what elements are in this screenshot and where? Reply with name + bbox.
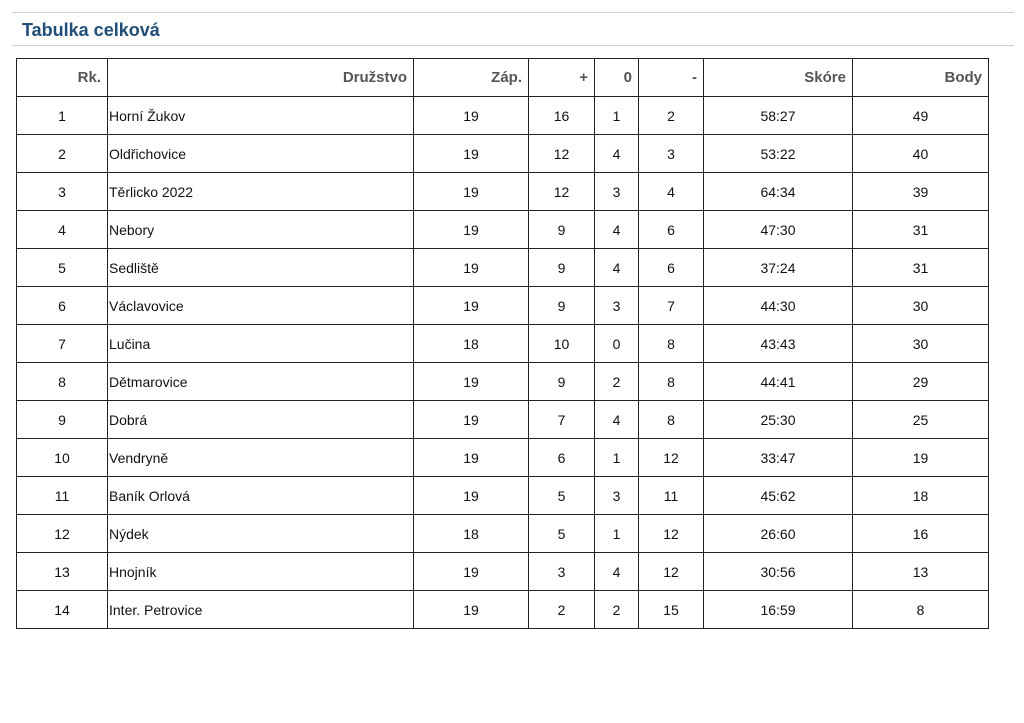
- cell-score: 44:30: [704, 287, 853, 325]
- cell-losses: 2: [639, 97, 704, 135]
- cell-rank: 12: [17, 515, 108, 553]
- table-row: [17, 211, 989, 249]
- cell-losses: 6: [639, 211, 704, 249]
- cell-wins: 12: [529, 173, 595, 211]
- header-played: Záp.: [414, 59, 529, 97]
- cell-draws: 4: [595, 211, 639, 249]
- cell-points: 30: [853, 325, 989, 363]
- cell-points: 31: [853, 249, 989, 287]
- standings-body: [17, 97, 989, 629]
- cell-rank: 10: [17, 439, 108, 477]
- table-row: [17, 363, 989, 401]
- table-row: [17, 591, 989, 629]
- cell-losses: 15: [639, 591, 704, 629]
- cell-score: 25:30: [704, 401, 853, 439]
- cell-score: 58:27: [704, 97, 853, 135]
- cell-losses: 8: [639, 401, 704, 439]
- cell-draws: 0: [595, 325, 639, 363]
- cell-points: 29: [853, 363, 989, 401]
- cell-draws: 3: [595, 287, 639, 325]
- cell-score: 16:59: [704, 591, 853, 629]
- header-points: Body: [853, 59, 989, 97]
- cell-score: 37:24: [704, 249, 853, 287]
- cell-losses: 8: [639, 363, 704, 401]
- cell-played: 19: [414, 591, 529, 629]
- cell-losses: 11: [639, 477, 704, 515]
- cell-played: 19: [414, 287, 529, 325]
- cell-points: 39: [853, 173, 989, 211]
- cell-score: 64:34: [704, 173, 853, 211]
- cell-wins: 5: [529, 515, 595, 553]
- header-losses: -: [639, 59, 704, 97]
- cell-played: 19: [414, 135, 529, 173]
- cell-rank: 11: [17, 477, 108, 515]
- cell-rank: 3: [17, 173, 108, 211]
- cell-rank: 6: [17, 287, 108, 325]
- cell-played: 18: [414, 325, 529, 363]
- header-team: Družstvo: [108, 59, 414, 97]
- cell-team: Václavovice: [108, 287, 414, 325]
- cell-wins: 9: [529, 211, 595, 249]
- table-row: [17, 135, 989, 173]
- cell-points: 18: [853, 477, 989, 515]
- cell-played: 19: [414, 553, 529, 591]
- cell-team: Nýdek: [108, 515, 414, 553]
- cell-played: 19: [414, 211, 529, 249]
- cell-played: 19: [414, 477, 529, 515]
- cell-wins: 6: [529, 439, 595, 477]
- cell-draws: 1: [595, 439, 639, 477]
- cell-wins: 9: [529, 249, 595, 287]
- cell-draws: 1: [595, 97, 639, 135]
- cell-played: 19: [414, 97, 529, 135]
- cell-team: Horní Žukov: [108, 97, 414, 135]
- cell-wins: 3: [529, 553, 595, 591]
- cell-rank: 13: [17, 553, 108, 591]
- cell-points: 31: [853, 211, 989, 249]
- cell-team: Lučina: [108, 325, 414, 363]
- table-row: [17, 287, 989, 325]
- cell-draws: 3: [595, 477, 639, 515]
- page-title: Tabulka celková: [22, 20, 160, 40]
- cell-score: 26:60: [704, 515, 853, 553]
- table-row: [17, 97, 989, 135]
- table-row: [17, 477, 989, 515]
- cell-draws: 1: [595, 515, 639, 553]
- cell-played: 19: [414, 173, 529, 211]
- cell-played: 19: [414, 401, 529, 439]
- cell-rank: 4: [17, 211, 108, 249]
- cell-team: Inter. Petrovice: [108, 591, 414, 629]
- title-bottom-divider: [12, 45, 1014, 46]
- cell-rank: 5: [17, 249, 108, 287]
- header-wins: +: [529, 59, 595, 97]
- standings-table: [16, 58, 989, 629]
- cell-team: Dětmarovice: [108, 363, 414, 401]
- cell-draws: 4: [595, 249, 639, 287]
- cell-losses: 4: [639, 173, 704, 211]
- cell-points: 25: [853, 401, 989, 439]
- cell-rank: 2: [17, 135, 108, 173]
- table-row: [17, 325, 989, 363]
- header-row: [17, 59, 989, 97]
- cell-draws: 4: [595, 401, 639, 439]
- cell-wins: 12: [529, 135, 595, 173]
- cell-points: 19: [853, 439, 989, 477]
- cell-losses: 12: [639, 553, 704, 591]
- table-row: [17, 173, 989, 211]
- cell-score: 30:56: [704, 553, 853, 591]
- header-rank: Rk.: [17, 59, 108, 97]
- cell-played: 19: [414, 363, 529, 401]
- cell-points: 40: [853, 135, 989, 173]
- cell-losses: 7: [639, 287, 704, 325]
- cell-losses: 12: [639, 515, 704, 553]
- cell-rank: 1: [17, 97, 108, 135]
- cell-points: 30: [853, 287, 989, 325]
- cell-wins: 9: [529, 287, 595, 325]
- table-row: [17, 249, 989, 287]
- cell-played: 19: [414, 439, 529, 477]
- cell-losses: 8: [639, 325, 704, 363]
- cell-points: 16: [853, 515, 989, 553]
- header-score: Skóre: [704, 59, 853, 97]
- cell-points: 13: [853, 553, 989, 591]
- cell-wins: 2: [529, 591, 595, 629]
- cell-score: 45:62: [704, 477, 853, 515]
- cell-rank: 14: [17, 591, 108, 629]
- table-row: [17, 553, 989, 591]
- cell-team: Dobrá: [108, 401, 414, 439]
- cell-team: Sedliště: [108, 249, 414, 287]
- table-row: [17, 401, 989, 439]
- cell-rank: 7: [17, 325, 108, 363]
- table-row: [17, 515, 989, 553]
- cell-wins: 10: [529, 325, 595, 363]
- cell-draws: 2: [595, 591, 639, 629]
- cell-team: Hnojník: [108, 553, 414, 591]
- cell-losses: 12: [639, 439, 704, 477]
- cell-score: 53:22: [704, 135, 853, 173]
- cell-team: Vendryně: [108, 439, 414, 477]
- cell-team: Těrlicko 2022: [108, 173, 414, 211]
- table-row: [17, 439, 989, 477]
- cell-score: 43:43: [704, 325, 853, 363]
- cell-team: Baník Orlová: [108, 477, 414, 515]
- cell-score: 44:41: [704, 363, 853, 401]
- cell-wins: 5: [529, 477, 595, 515]
- cell-wins: 9: [529, 363, 595, 401]
- cell-team: Nebory: [108, 211, 414, 249]
- cell-draws: 3: [595, 173, 639, 211]
- cell-played: 19: [414, 249, 529, 287]
- cell-losses: 6: [639, 249, 704, 287]
- header-draws: 0: [595, 59, 639, 97]
- cell-draws: 4: [595, 135, 639, 173]
- cell-wins: 16: [529, 97, 595, 135]
- cell-losses: 3: [639, 135, 704, 173]
- cell-wins: 7: [529, 401, 595, 439]
- cell-team: Oldřichovice: [108, 135, 414, 173]
- cell-score: 33:47: [704, 439, 853, 477]
- cell-played: 18: [414, 515, 529, 553]
- cell-draws: 2: [595, 363, 639, 401]
- cell-points: 8: [853, 591, 989, 629]
- cell-rank: 8: [17, 363, 108, 401]
- cell-points: 49: [853, 97, 989, 135]
- cell-score: 47:30: [704, 211, 853, 249]
- cell-draws: 4: [595, 553, 639, 591]
- title-top-divider: [12, 12, 1014, 13]
- cell-rank: 9: [17, 401, 108, 439]
